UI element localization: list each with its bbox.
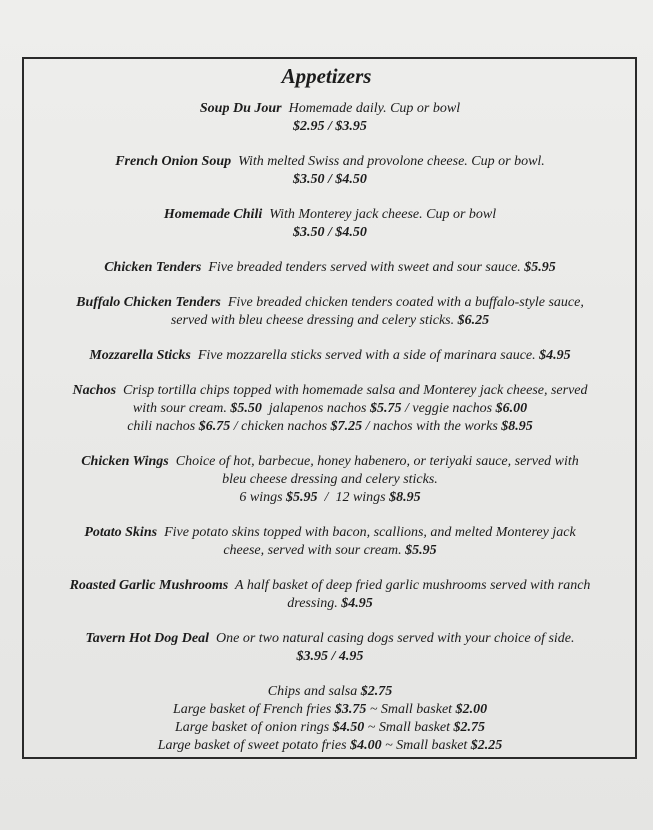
item-name: Mozzarella Sticks — [89, 348, 191, 363]
menu-item-mozzarella-sticks — [30, 347, 630, 365]
item-description-cont: cheese, served with sour cream. — [223, 543, 402, 558]
item-description: With melted Swiss and provolone cheese. Cup or bowl. — [238, 154, 545, 169]
item-price: $6.25 — [457, 313, 490, 328]
variant-label: jalapenos nachos — [268, 401, 367, 416]
side-chips-salsa — [30, 683, 630, 701]
item-description: Crisp tortilla chips topped with homemade salsa and Monterey jack cheese, served — [123, 383, 588, 398]
item-name: Potato Skins — [84, 525, 158, 540]
variant-price: $6.00 — [495, 401, 528, 416]
variant-price: $8.95 — [501, 419, 533, 434]
item-name: Homemade Chili — [163, 207, 263, 222]
variant-label: chicken nachos — [241, 419, 328, 434]
variant-price: $6.75 — [198, 419, 231, 434]
menu-item-nachos: Nachos Crisp tortilla chips topped with homemade salsa and Monterey jack cheese, served with sour cream. $5.50 jalapenos nachos $5.75 / veggie nachos $6.00 chili nachos $6.75 / chicken nachos $7.25 / nachos with the works $8.95 — [72, 383, 588, 434]
menu-item-buffalo-chicken-tenders — [30, 294, 630, 330]
menu-item-homemade-chili — [30, 206, 630, 242]
side-onion-rings — [30, 719, 630, 737]
item-price: $5.95 — [524, 260, 556, 275]
item-description-cont: served with bleu cheese dressing and celery sticks. — [170, 313, 455, 328]
item-price: $4.95 — [539, 348, 571, 363]
item-description: Homemade daily. Cup or bowl — [288, 101, 461, 116]
item-name: Soup Du Jour — [199, 101, 282, 116]
menu-item-roasted-garlic-mushrooms — [30, 577, 630, 613]
menu-item-tavern-hot-dog-deal — [30, 630, 630, 666]
menu-item-chicken-wings: Chicken Wings Choice of hot, barbecue, honey habenero, or teriyaki sauce, served with bleu cheese dressing and celery sticks. 6 wings $5.95 / 12 wings $8.95 — [30, 453, 630, 507]
item-price: $3.95 / 4.95 — [296, 649, 364, 664]
side-price: $4.00 — [350, 738, 382, 753]
item-description: Five potato skins topped with bacon, scallions, and melted Monterey jack — [164, 525, 576, 540]
item-description-cont: dressing. — [287, 596, 338, 611]
menu-item-potato-skins — [30, 524, 630, 560]
side-price: $2.75 — [360, 684, 393, 699]
item-name: Buffalo Chicken Tenders — [76, 295, 221, 310]
side-label: Chips and salsa — [267, 684, 358, 699]
side-small-label: ~ Small basket — [367, 720, 450, 735]
menu-item-soup-du-jour — [30, 100, 630, 136]
variant-label: 6 wings — [239, 490, 283, 505]
side-small-price: $2.00 — [455, 702, 488, 717]
item-price: $5.95 — [405, 543, 437, 558]
side-small-price: $2.25 — [470, 738, 503, 753]
item-name: Tavern Hot Dog Deal — [85, 631, 209, 646]
side-sweet-potato-fries — [30, 737, 630, 755]
variant-label: 12 wings — [335, 490, 386, 505]
item-name: Roasted Garlic Mushrooms — [69, 578, 229, 593]
side-small-label: ~ Small basket — [385, 738, 468, 753]
item-description: Five mozzarella sticks served with a side of marinara sauce. — [197, 348, 536, 363]
item-price: $2.95 / $3.95 — [293, 119, 367, 134]
side-french-fries — [30, 701, 630, 719]
item-description: With Monterey jack cheese. Cup or bowl — [269, 207, 497, 222]
variant-label: chili nachos — [127, 419, 196, 434]
item-description-cont: with sour cream. — [132, 401, 227, 416]
item-name: Chicken Wings — [81, 454, 169, 469]
sides-list — [30, 683, 630, 755]
item-name: French Onion Soup — [115, 154, 232, 169]
side-price: $3.75 — [334, 702, 367, 717]
item-description: Five breaded chicken tenders coated with a buffalo-style sauce, — [227, 295, 584, 310]
side-label: Large basket of sweet potato fries — [157, 738, 347, 753]
item-description: Five breaded tenders served with sweet and sour sauce. — [208, 260, 521, 275]
section-title: Appetizers — [281, 64, 372, 88]
variant-price: $5.95 — [286, 490, 318, 505]
side-small-price: $2.75 — [453, 720, 485, 735]
item-price: $3.50 / $4.50 — [293, 172, 367, 187]
item-description: Choice of hot, barbecue, honey habenero, or teriyaki sauce, served with — [175, 454, 579, 469]
item-description: One or two natural casing dogs served with your choice of side. — [216, 631, 575, 646]
item-description-cont: bleu cheese dressing and celery sticks. — [222, 472, 438, 487]
nachos-price: $5.50 — [230, 401, 262, 416]
menu-items — [30, 100, 630, 755]
variant-label: nachos with the works — [372, 419, 498, 434]
item-name: Nachos — [72, 383, 117, 398]
item-name: Chicken Tenders — [104, 260, 202, 275]
menu-item-french-onion-soup — [30, 153, 630, 189]
side-price: $4.50 — [332, 720, 365, 735]
variant-price: $8.95 — [389, 490, 421, 505]
variant-price: $5.75 — [370, 401, 402, 416]
item-price: $4.95 — [341, 596, 373, 611]
variant-label: veggie nachos — [412, 401, 493, 416]
item-price: $3.50 / $4.50 — [293, 225, 367, 240]
side-small-label: ~ Small basket — [369, 702, 453, 717]
item-description: A half basket of deep fried garlic mushrooms served with ranch — [235, 578, 591, 593]
menu-item-chicken-tenders — [30, 259, 630, 277]
side-label: Large basket of onion rings — [175, 720, 330, 735]
variant-price: $7.25 — [330, 419, 363, 434]
side-label: Large basket of French fries — [172, 702, 332, 717]
